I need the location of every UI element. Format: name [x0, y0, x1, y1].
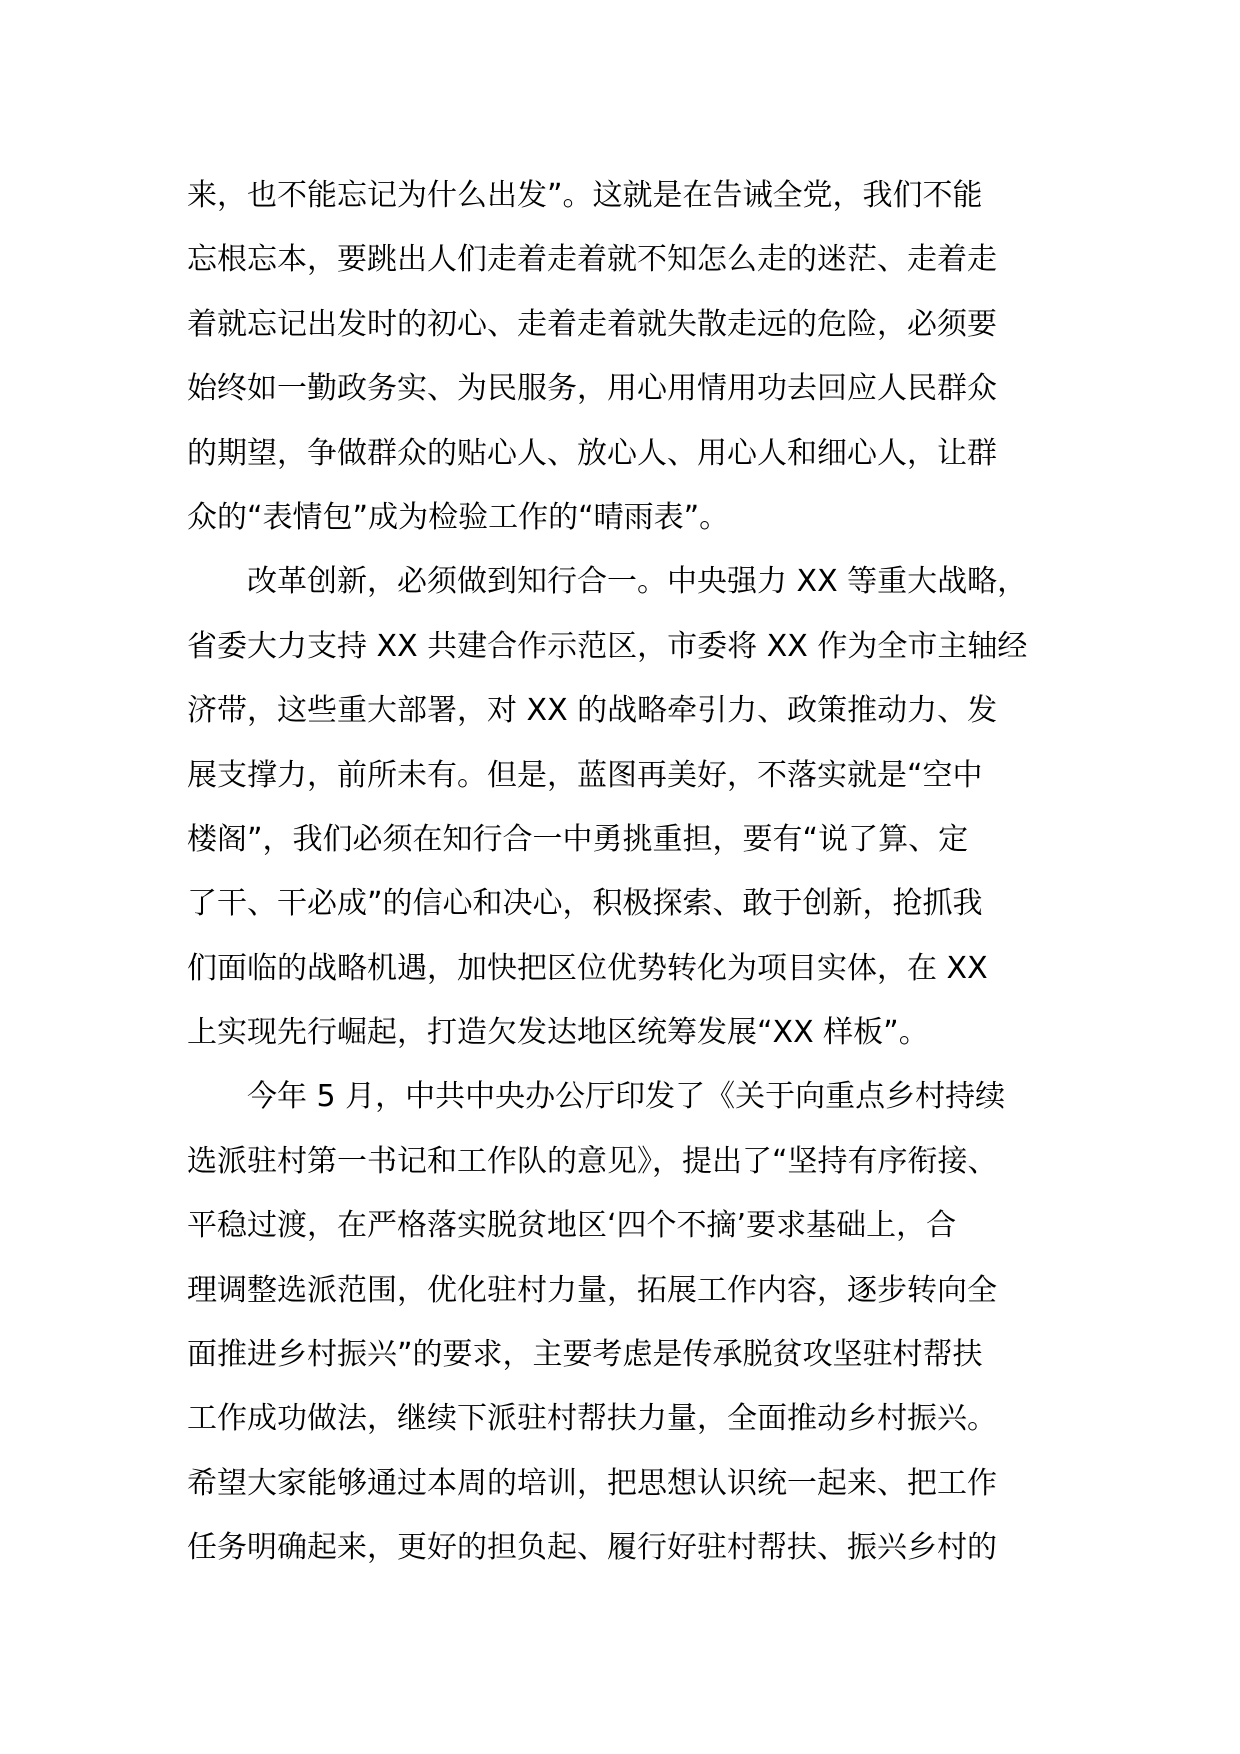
text-line: 任务明确起来，更好的担负起、履行好驻村帮扶、振兴乡村的: [187, 1530, 997, 1566]
text-line: 理调整选派范围，优化驻村力量，拓展工作内容，逐步转向全: [187, 1272, 997, 1308]
text-line: 面推进乡村振兴”的要求，主要考虑是传承脱贫攻坚驻村帮扶: [187, 1337, 983, 1373]
text-line: 省委大力支持 XX 共建合作示范区，市委将 XX 作为全市主轴经: [187, 628, 1028, 664]
text-line: 的期望，争做群众的贴心人、放心人、用心人和细心人，让群: [187, 435, 997, 471]
text-line: 众的“表情包”成为检验工作的“晴雨表”。: [187, 499, 730, 535]
text-line: 希望大家能够通过本周的培训，把思想认识统一起来、把工作: [187, 1465, 997, 1501]
text-line: 楼阁”，我们必须在知行合一中勇挑重担，要有“说了算、定: [187, 821, 969, 857]
body-text: [187, 164, 1067, 1581]
text-line: 了干、干必成”的信心和决心，积极探索、敢于创新，抢抓我: [187, 886, 983, 922]
text-line: 济带，这些重大部署，对 XX 的战略牵引力、政策推动力、发: [187, 693, 998, 729]
text-line: 着就忘记出发时的初心、走着走着就失散走远的危险，必须要: [187, 306, 997, 342]
paragraph-first-line: 改革创新，必须做到知行合一。中央强力 XX 等重大战略，: [247, 564, 1028, 600]
text-line: 展支撑力，前所未有。但是，蓝图再美好，不落实就是“空中: [187, 757, 983, 793]
text-line: 工作成功做法，继续下派驻村帮扶力量，全面推动乡村振兴。: [187, 1401, 997, 1437]
text-line: 来，也不能忘记为什么出发”。这就是在告诫全党，我们不能: [187, 178, 983, 213]
text-line: 平稳过渡，在严格落实脱贫地区‘四个不摘’要求基础上，合: [187, 1208, 957, 1244]
text-line: 忘根忘本，要跳出人们走着走着就不知怎么走的迷茫、走着走: [187, 242, 997, 278]
text-line: 上实现先行崛起，打造欠发达地区统筹发展“XX 样板”。: [187, 1015, 929, 1051]
paragraph-first-line: 今年 5 月，中共中央办公厅印发了《关于向重点乡村持续: [247, 1079, 1006, 1115]
text-line: 始终如一勤政务实、为民服务，用心用情用功去回应人民群众: [187, 371, 997, 407]
text-line: 选派驻村第一书记和工作队的意见》，提出了“坚持有序衔接、: [187, 1143, 998, 1179]
text-line: 们面临的战略机遇，加快把区位优势转化为项目实体，在 XX: [187, 950, 988, 986]
